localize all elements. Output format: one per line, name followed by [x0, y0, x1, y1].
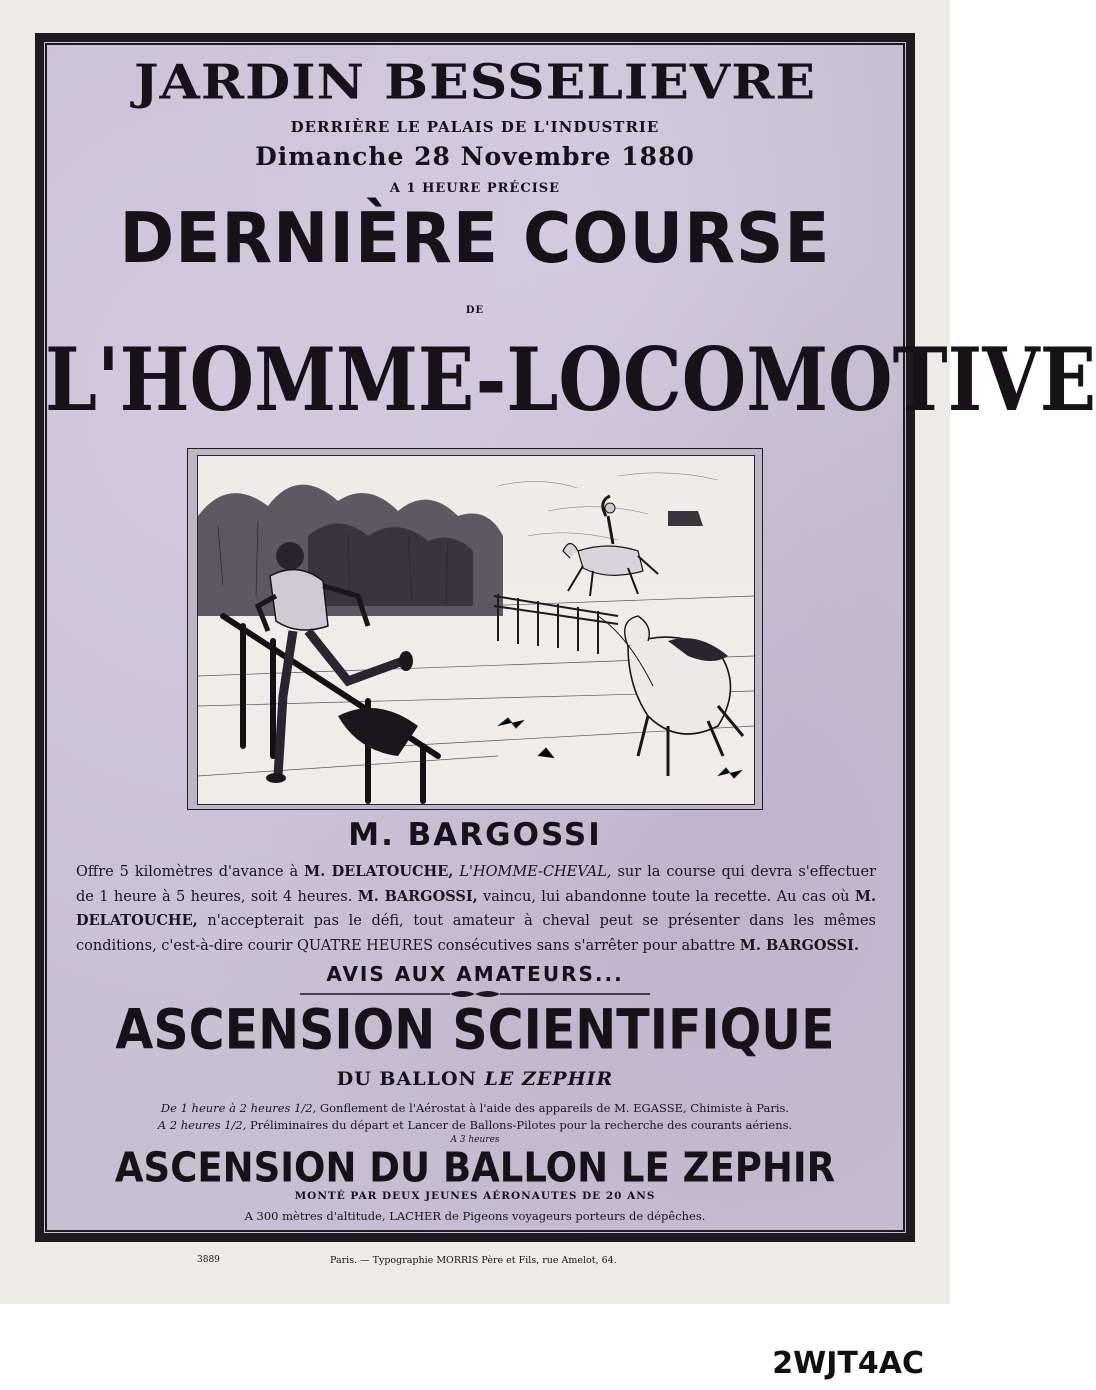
performer-name: M. BARGOSSI [348, 817, 602, 853]
balloon-line [45, 1068, 905, 1090]
watermark-code: 2WJT4AC [772, 1346, 924, 1381]
challenge-paragraph [76, 860, 876, 958]
print-number: 3889 [197, 1255, 220, 1265]
para-part-1: Offre 5 kilomètres d'avance à [76, 864, 299, 880]
para-name-bargossi-2: M. BARGOSSI. [739, 936, 859, 954]
headline-homme-locomotive: L'HOMME-LOCOMOTIVE [45, 330, 1096, 432]
pigeon-release-line: A 300 mètres d'altitude, LACHER de Pigeons voyageurs porteurs de dépêches. [244, 1209, 706, 1223]
para-part-2: sur la course qui devra s'effectuer de 1 heure à 5 heures, soit 4 heures. [76, 864, 877, 905]
schedule-2-time: A 2 heures 1/2, [157, 1118, 247, 1132]
race-illustration-frame [187, 448, 763, 810]
para-horseman: L'HOMME-CHEVAL, [459, 864, 612, 880]
schedule-line-1 [45, 1101, 905, 1115]
para-part-3: vaincu, lui abandonne toute la recette. Au cas où [483, 888, 850, 905]
para-part-4: n'accepterait pas le défi, tout amateur à cheval peut se présenter dans les mêmes conditions, c'est-à-dire courir QUATRE HEURES consécutives sans s'arrêter pour abattre [76, 913, 877, 954]
ascension-balloon-zephir: ASCENSION DU BALLON LE ZEPHIR [114, 1144, 836, 1192]
headline-derniere-course: DERNIÈRE COURSE [119, 198, 831, 279]
schedule-three-oclock: A 3 heures [450, 1135, 500, 1145]
para-name-bargossi: M. BARGOSSI, [357, 887, 478, 905]
crew-line: MONTÉ PAR DEUX JEUNES AÉRONAUTES DE 20 ANS [294, 1190, 656, 1202]
poster-title: JARDIN BESSELIEVRE [133, 54, 817, 111]
schedule-2-text: Préliminaires du départ et Lancer de Ballons-Pilotes pour la recherche des courants aériens. [250, 1118, 793, 1132]
printer-credit: Paris. — Typographie MORRIS Père et Fils, rue Amelot, 64. [330, 1255, 617, 1266]
fallen-horse [598, 616, 743, 776]
balloon-prefix: DU BALLON [336, 1068, 477, 1090]
notice-amateurs: AVIS AUX AMATEURS... [326, 962, 624, 986]
para-name-delatouche-2: M. DELATOUCHE, [76, 887, 877, 929]
headline-de: DE [465, 305, 485, 316]
event-date: Dimanche 28 Novembre 1880 [255, 142, 695, 171]
event-time: A 1 HEURE PRÉCISE [389, 181, 561, 196]
schedule-1-text: Gonflement de l'Aérostat à l'aide des appareils de M. EGASSE, Chimiste à Paris. [319, 1101, 790, 1115]
ascension-title: ASCENSION SCIENTIFIQUE [115, 998, 835, 1062]
poster-subtitle: DERRIÈRE LE PALAIS DE L'INDUSTRIE [290, 118, 660, 136]
race-engraving [198, 456, 754, 804]
para-name-delatouche: M. DELATOUCHE, [304, 863, 454, 880]
balloon-name: LE ZEPHIR [484, 1068, 614, 1090]
schedule-line-2 [45, 1118, 905, 1132]
race-illustration [197, 455, 755, 805]
schedule-1-time: De 1 heure à 2 heures 1/2, [160, 1101, 317, 1115]
